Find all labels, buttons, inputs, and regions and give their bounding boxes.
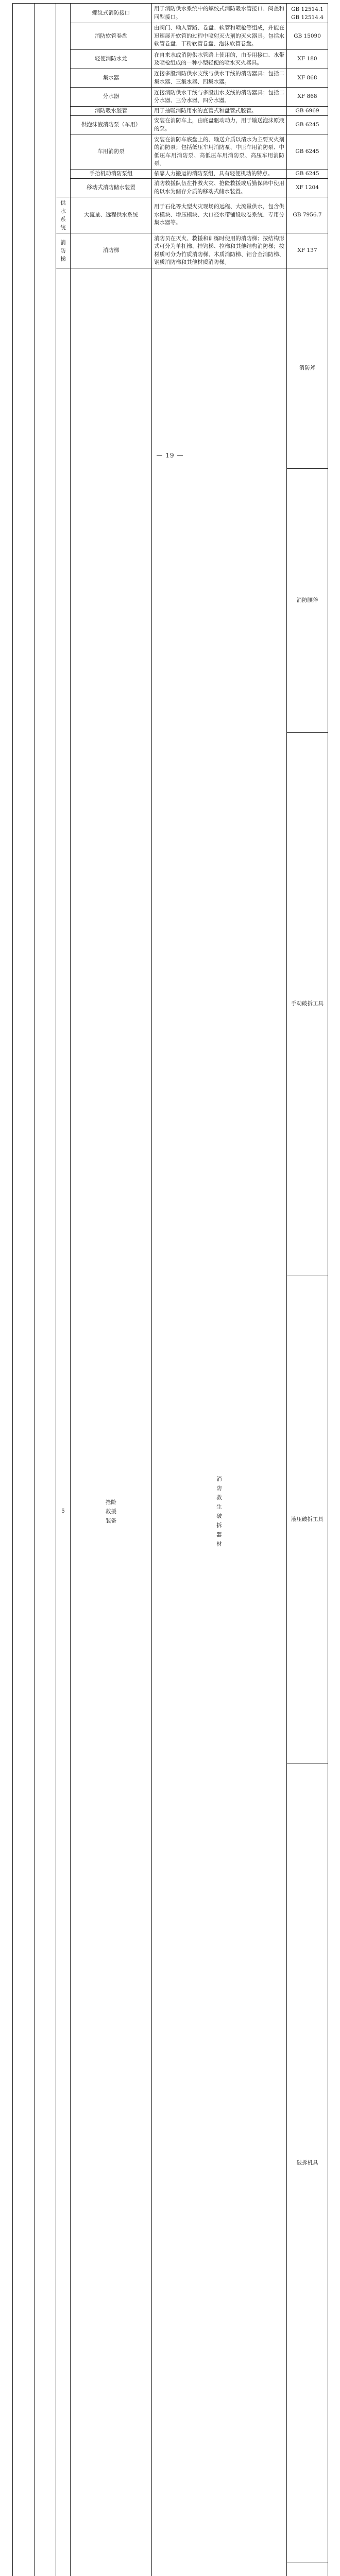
equipment-description: 连接消防供水干线与多股出水支线的消防器具；包括二分水器、三分水器、四分水器。: [152, 88, 287, 107]
equipment-name: 轻便消防水龙: [71, 50, 152, 69]
section-category: 抢险 救援 装备: [71, 268, 152, 2576]
equipment-name: 分水器: [71, 88, 152, 107]
equipment-description: 在自来水或消防供水管路上使用的，由专用接口、水带及喷枪组成的一种小型轻便的喷水灭火器具。: [152, 50, 287, 69]
equipment-name: 消防吸水胶管: [71, 107, 152, 116]
equipment-description: 消防员在灭火、救援和训练时使用的消防梯；按结构形式可分为单杠梯、挂钩梯、拉梯和其他结构消防梯；按材质可分为竹质消防梯、木质消防梯、铝合金消防梯、钢质消防梯和其他材质消防梯。: [152, 233, 287, 268]
standard-code: XF 180: [287, 50, 328, 69]
equipment-name: 消防斧: [287, 268, 328, 469]
standard-code: XF 137: [287, 233, 328, 268]
equipment-name: 车用消防泵: [71, 134, 152, 170]
subcategory-label: 供 水 系 统: [56, 197, 71, 233]
equipment-name: 破拆机具: [287, 1764, 328, 2563]
standard-code: GB 6245: [287, 170, 328, 179]
table-row: [13, 233, 328, 268]
equipment-name: 消防腰斧: [287, 468, 328, 733]
table-row: [13, 4, 328, 23]
standard-code: XF 868: [287, 88, 328, 107]
cont-number-cell: [13, 4, 35, 2576]
equipment-description: 用于消防供水系统中的螺纹式消防吸水管接口、闷盖和同型接口。: [152, 4, 287, 23]
equipment-name: 手动破拆工具: [287, 733, 328, 1276]
equipment-description: 用于石化等大型火灾现场的远程、大流量供水，包含供水模块、增压模块、大口径水带铺设收卷系统、专用分集水器等。: [152, 197, 287, 233]
equipment-description: 安装在消防车上，由底盘驱动动力，用于输送泡沫原液的泵。: [152, 116, 287, 134]
standard-code: XF 1204: [287, 179, 328, 197]
cont-subcategory-cell: [56, 4, 71, 197]
cont-category-cell: [35, 4, 56, 2576]
equipment-name: 供泡沫液消防泵（车用）: [71, 116, 152, 134]
standard-code: GB 6245: [287, 116, 328, 134]
standard-code: GB 6245: [287, 134, 328, 170]
subcategory-label: 消 防 梯: [56, 233, 71, 268]
equipment-name: 消防软管卷盘: [71, 23, 152, 50]
equipment-name: 大流量、远程供水系统: [71, 197, 152, 233]
equipment-name: 消防梯: [71, 233, 152, 268]
standard-code: GB 12514.1 GB 12514.4: [287, 4, 328, 23]
page-number: — 19 —: [0, 452, 340, 459]
equipment-name: [287, 2563, 328, 2576]
equipment-name: 螺纹式消防接口: [71, 4, 152, 23]
table-row: [13, 268, 328, 469]
table-row: [13, 197, 328, 233]
equipment-description: 由阀门、输入管路、卷盘、软管和喷枪等组成，并能在迅速展开软管的过程中喷射灭火剂的灭火器具。包括水软管卷盘、干粉软管卷盘、泡沫软管卷盘。: [152, 23, 287, 50]
equipment-description: 用于抽吸消防用水的直管式和盘管式胶管。: [152, 107, 287, 116]
equipment-name: 集水器: [71, 69, 152, 88]
equipment-name: 手抬机动消防泵组: [71, 170, 152, 179]
equipment-description: 消防救援队伍在扑救火灾、抢险救援或后勤保障中使用的以水为储存介质的移动式储水装置。: [152, 179, 287, 197]
equipment-name: 液压破拆工具: [287, 1276, 328, 1764]
equipment-name: 移动式消防储水装置: [71, 179, 152, 197]
standard-code: GB 15090: [287, 23, 328, 50]
equipment-description: 依靠人力搬运的消防泵组，具有轻便机动的特点。: [152, 170, 287, 179]
standard-code: GB 6969: [287, 107, 328, 116]
standard-code: GB 7956.7: [287, 197, 328, 233]
section-number: 5: [56, 268, 71, 2576]
subcategory-label: 消 防 救 生 破 拆 器 材: [152, 268, 287, 2576]
equipment-description: 安装在消防车底盘上的、输送介质以清水为主要灭火剂的消防泵；包括低压车用消防泵、中压车用消防泵、中低压车用消防泵、高低压车用消防泵、高压车用消防泵。: [152, 134, 287, 170]
equipment-description: 连接多股消防供水支线与供水干线的消防器具；包括二集水器、三集水器、四集水器。: [152, 69, 287, 88]
standard-code: XF 868: [287, 69, 328, 88]
equipment-table: [12, 3, 328, 2576]
